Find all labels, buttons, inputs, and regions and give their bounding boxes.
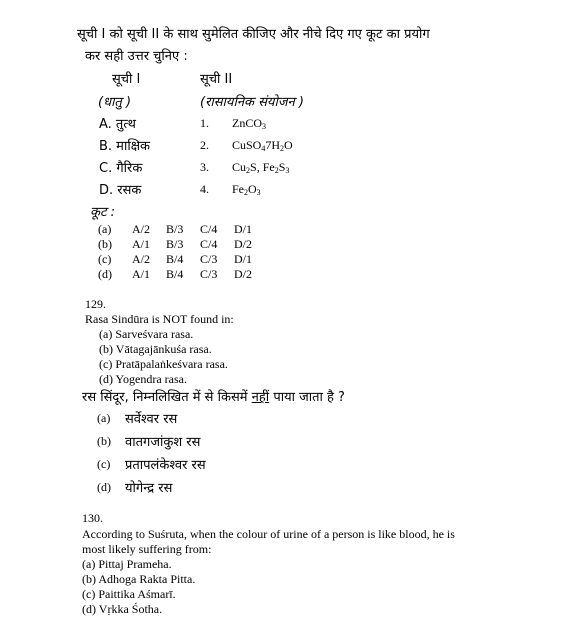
code-cell: C/4 <box>200 237 218 251</box>
list1-item: A. तुत्थ <box>99 117 136 132</box>
list1-subheading: (धातु ) <box>98 95 132 110</box>
q128-instruction-line2: कर सही उत्तर चुनिए : <box>85 49 188 64</box>
code-option: (c) <box>98 252 112 266</box>
list2-formula: $CuSO_47H_2O$ <box>232 138 293 153</box>
q129-option-hi: प्रतापलंकेश्वर रस <box>125 458 206 473</box>
code-cell: B/3 <box>166 237 184 251</box>
code-cell: C/4 <box>200 222 218 236</box>
code-cell: D/2 <box>234 267 252 281</box>
list2-heading: सूची II <box>200 72 233 87</box>
q130-number: 130. <box>82 511 103 525</box>
q130-question-line2: most likely suffering from: <box>82 542 212 556</box>
code-option: (a) <box>98 222 112 236</box>
code-cell: A/1 <box>132 237 150 251</box>
code-cell: D/1 <box>234 252 252 266</box>
q130-question-line1: According to Suśruta, when the colour of urine of a person is like blood, he is <box>82 527 455 541</box>
list2-number: 3. <box>200 160 209 174</box>
list2-formula: $Fe_2O_3$ <box>232 182 261 197</box>
code-heading: कूट : <box>90 205 116 220</box>
list2-formula: $Cu_2S$, $Fe_2S_3$ <box>232 160 290 175</box>
code-cell: B/4 <box>166 252 184 266</box>
q129-option-hi-label: (a) <box>97 411 111 425</box>
list2-formula: ZnCO$_3$ <box>232 116 266 131</box>
q129-number: 129. <box>85 297 106 311</box>
q129-option-en: (c) Pratāpalaṅkeśvara rasa. <box>99 357 228 371</box>
code-cell: D/2 <box>234 237 252 251</box>
q130-option: (c) Paittika Aśmarī. <box>82 587 176 601</box>
q130-option: (b) Adhoga Rakta Pitta. <box>82 572 196 586</box>
list2-number: 2. <box>200 138 209 152</box>
code-cell: C/3 <box>200 267 218 281</box>
q129-option-en: (a) Sarveśvara rasa. <box>99 327 194 341</box>
code-option: (d) <box>98 267 112 281</box>
q129-option-hi-label: (c) <box>97 457 111 471</box>
list1-item: D. रसक <box>99 183 142 198</box>
list1-heading: सूची I <box>112 72 141 87</box>
q130-option: (d) Vṛkka Śotha. <box>82 602 163 616</box>
q129-option-en: (b) Vātagajānkuśa rasa. <box>99 342 212 356</box>
q129-option-hi: वातगजांकुश रस <box>125 435 201 450</box>
q129-question-en: Rasa Sindūra is NOT found in: <box>85 312 234 326</box>
q129-option-hi-label: (b) <box>97 434 111 448</box>
q128-instruction-line1: सूची I को सूची II के साथ सुमेलित कीजिए और नीचे दिए गए कूट का प्रयोग <box>77 27 430 42</box>
code-cell: C/3 <box>200 252 218 266</box>
code-cell: D/1 <box>234 222 252 236</box>
q129-option-hi: सर्वेश्वर रस <box>125 412 178 427</box>
q129-option-hi: योगेन्द्र रस <box>125 481 173 496</box>
q129-option-hi-label: (d) <box>97 480 111 494</box>
code-cell: B/4 <box>166 267 184 281</box>
list1-item: B. माक्षिक <box>99 139 150 154</box>
list1-item: C. गैरिक <box>99 161 143 176</box>
q130-option: (a) Pittaj Prameha. <box>82 557 172 571</box>
code-option: (b) <box>98 237 112 251</box>
list2-subheading: (रासायनिक संयोजन ) <box>200 95 304 110</box>
code-cell: A/1 <box>132 267 150 281</box>
code-cell: A/2 <box>132 252 150 266</box>
list2-number: 1. <box>200 116 209 130</box>
q129-question-hi: रस सिंदूर, निम्नलिखित में से किसमें नहीं पाया जाता है ? <box>82 390 345 405</box>
list2-number: 4. <box>200 182 209 196</box>
code-cell: B/3 <box>166 222 184 236</box>
q129-option-en: (d) Yogendra rasa. <box>99 372 187 386</box>
code-cell: A/2 <box>132 222 150 236</box>
